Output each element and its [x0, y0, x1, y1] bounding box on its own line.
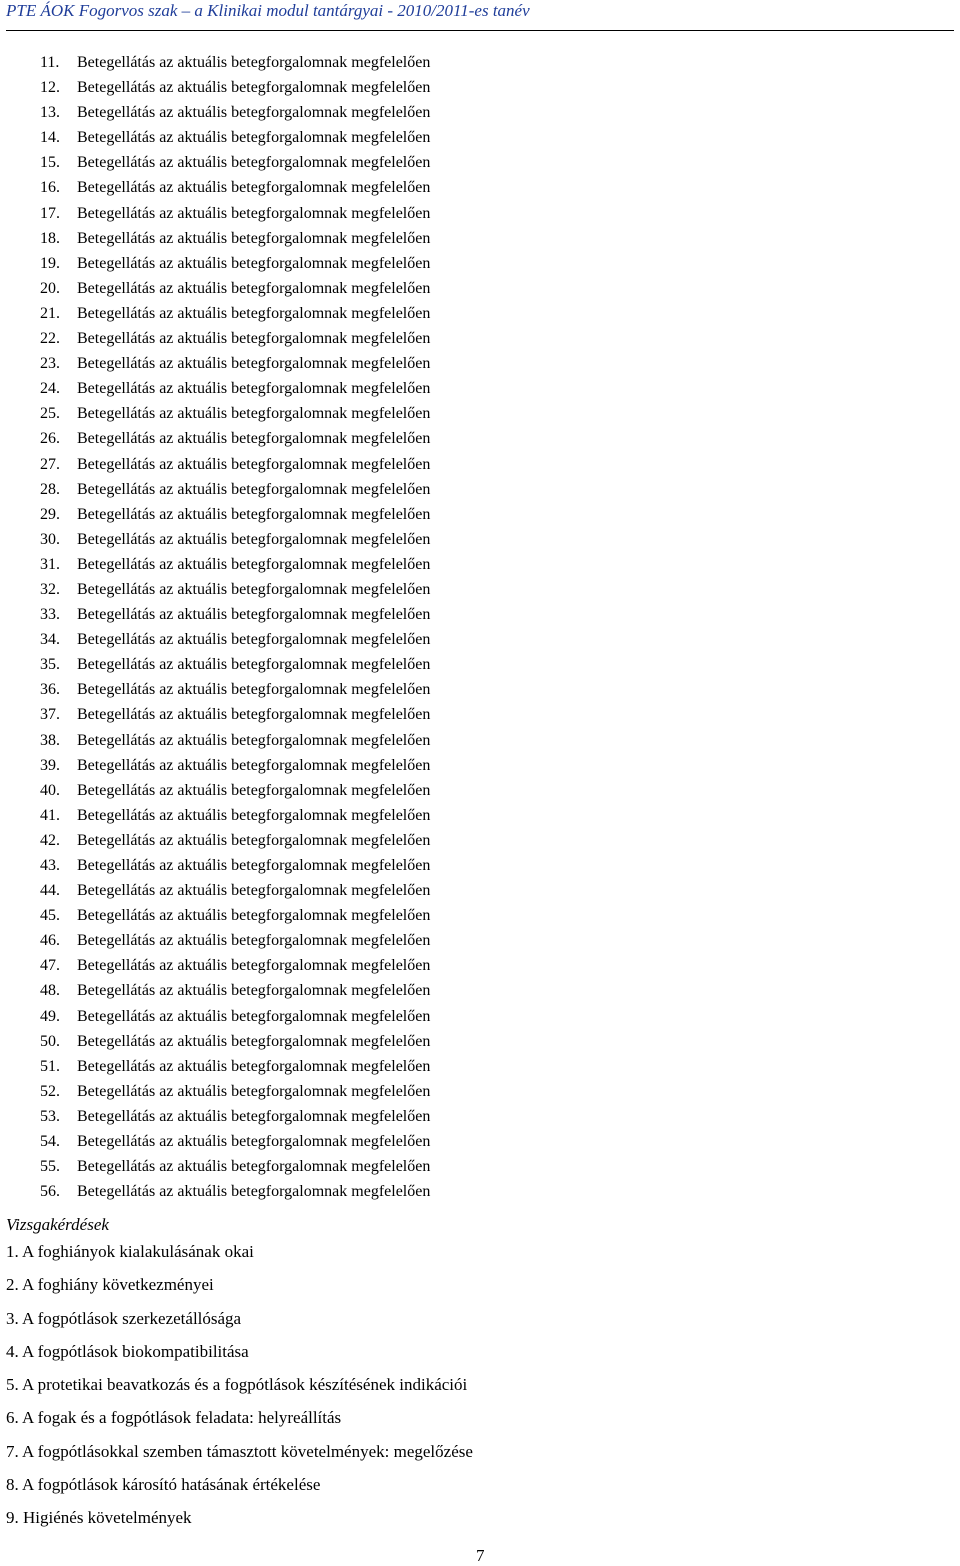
session-item: [40, 226, 430, 251]
session-number: 42.: [40, 831, 60, 849]
session-number: 22.: [40, 330, 60, 348]
session-number: 46.: [40, 932, 60, 950]
session-text: Betegellátás az aktuális betegforgalomnak megfelelően: [77, 606, 431, 624]
session-item: [40, 778, 430, 803]
session-item: [40, 652, 430, 677]
session-item: [40, 1129, 430, 1154]
session-item: [40, 1029, 430, 1054]
session-number: 19.: [40, 254, 60, 272]
session-item: [40, 301, 430, 326]
session-item: [40, 201, 430, 226]
session-item: [40, 527, 430, 552]
session-text: Betegellátás az aktuális betegforgalomnak megfelelően: [77, 530, 431, 548]
session-item: [40, 878, 430, 903]
session-item: [40, 1004, 430, 1029]
session-number: 31.: [40, 555, 60, 573]
session-item: [40, 677, 430, 702]
session-text: Betegellátás az aktuális betegforgalomnak megfelelően: [77, 179, 431, 197]
exam-question: 6. A fogak és a fogpótlások feladata: helyreállítás: [6, 1408, 342, 1428]
session-number: 18.: [40, 229, 60, 247]
session-number: 21.: [40, 304, 60, 322]
session-number: 53.: [40, 1107, 60, 1125]
session-text: Betegellátás az aktuális betegforgalomnak megfelelően: [77, 204, 431, 222]
session-number: 43.: [40, 857, 60, 874]
session-text: Betegellátás az aktuális betegforgalomnak megfelelően: [77, 1032, 431, 1050]
session-number: 27.: [40, 455, 60, 473]
session-item: [40, 753, 430, 778]
session-item: [40, 100, 430, 125]
session-text: Betegellátás az aktuális betegforgalomnak megfelelően: [77, 982, 431, 1000]
session-number: 25.: [40, 405, 60, 423]
session-item: [40, 1054, 430, 1079]
session-item: [40, 828, 430, 853]
exam-question: 8. A fogpótlások károsító hatásának értékelése: [6, 1475, 321, 1495]
session-item: [40, 853, 430, 878]
session-text: Betegellátás az aktuális betegforgalomnak megfelelően: [77, 330, 431, 348]
session-text: Betegellátás az aktuális betegforgalomnak megfelelően: [77, 681, 431, 699]
session-text: Betegellátás az aktuális betegforgalomnak megfelelően: [77, 631, 431, 649]
session-text: Betegellátás az aktuális betegforgalomnak megfelelően: [77, 104, 431, 122]
session-text: Betegellátás az aktuális betegforgalomnak megfelelően: [77, 279, 431, 297]
session-number: 32.: [40, 580, 60, 598]
exam-questions-heading: Vizsgakérdések: [6, 1215, 109, 1234]
session-text: Betegellátás az aktuális betegforgalomnak megfelelően: [77, 1057, 431, 1075]
session-item: [40, 50, 430, 75]
session-number: 35.: [40, 656, 60, 674]
session-item: [40, 803, 430, 828]
session-item: [40, 552, 430, 577]
session-text: Betegellátás az aktuális betegforgalomnak megfelelően: [77, 505, 431, 523]
session-number: 26.: [40, 430, 60, 448]
session-number: 54.: [40, 1133, 60, 1151]
session-number: 12.: [40, 79, 60, 97]
session-number: 51.: [40, 1057, 60, 1075]
session-number: 44.: [40, 882, 60, 900]
session-text: Betegellátás az aktuális betegforgalomnak megfelelően: [77, 405, 431, 423]
session-text: Betegellátás az aktuális betegforgalomnak megfelelően: [77, 79, 431, 97]
session-number: 29.: [40, 505, 60, 523]
session-number: 17.: [40, 204, 60, 222]
session-item: [40, 577, 430, 602]
session-item: [40, 1079, 430, 1104]
session-number: 34.: [40, 631, 60, 649]
exam-question: 9. Higiénés követelmények: [6, 1508, 192, 1528]
session-text: Betegellátás az aktuális betegforgalomnak megfelelően: [77, 1183, 431, 1201]
session-text: Betegellátás az aktuális betegforgalomnak megfelelően: [77, 781, 431, 799]
session-item: [40, 978, 430, 1003]
session-text: Betegellátás az aktuális betegforgalomnak megfelelően: [77, 706, 431, 724]
session-number: 50.: [40, 1032, 60, 1050]
exam-question: 5. A protetikai beavatkozás és a fogpótlások készítésének indikációi: [6, 1375, 468, 1395]
session-text: Betegellátás az aktuális betegforgalomnak megfelelően: [77, 1133, 431, 1151]
session-item: [40, 627, 430, 652]
session-number: 24.: [40, 380, 60, 398]
session-item: [40, 452, 430, 477]
session-number: 33.: [40, 606, 60, 624]
page-number: 7: [476, 1546, 485, 1565]
session-item: [40, 702, 430, 727]
session-item: [40, 1179, 430, 1204]
session-item: [40, 175, 430, 200]
exam-question: 4. A fogpótlások biokompatibilitása: [6, 1341, 249, 1361]
exam-question: 2. A foghiány következményei: [6, 1275, 214, 1295]
session-item: [40, 1104, 430, 1129]
session-item: [40, 125, 430, 150]
session-number: 39.: [40, 756, 60, 774]
session-item: [40, 150, 430, 175]
session-text: Betegellátás az aktuális betegforgalomnak megfelelően: [77, 932, 431, 950]
session-item: [40, 251, 430, 276]
session-number: 52.: [40, 1082, 60, 1100]
session-text: Betegellátás az aktuális betegforgalomnak megfelelően: [77, 355, 431, 373]
session-text: Betegellátás az aktuális betegforgalomnak megfelelően: [77, 1007, 431, 1025]
header-title: PTE ÁOK Fogorvos szak – a Klinikai modul tantárgyai - 2010/2011-es tanév: [6, 1, 530, 20]
session-number: 37.: [40, 706, 60, 724]
session-text: Betegellátás az aktuális betegforgalomnak megfelelően: [77, 806, 431, 824]
session-number: 30.: [40, 530, 60, 548]
session-item: [40, 426, 430, 451]
session-item: [40, 75, 430, 100]
session-number: 20.: [40, 279, 60, 297]
session-number: 16.: [40, 179, 60, 197]
page-header: [6, 0, 954, 31]
session-item: [40, 928, 430, 953]
exam-question: 7. A fogpótlásokkal szemben támasztott követelmények: megelőzése: [6, 1441, 473, 1461]
session-text: Betegellátás az aktuális betegforgalomnak megfelelően: [77, 1107, 431, 1125]
session-item: [40, 602, 430, 627]
session-number: 11.: [40, 54, 60, 71]
session-number: 15.: [40, 154, 60, 172]
session-number: 45.: [40, 907, 60, 925]
session-item: [40, 351, 430, 376]
session-text: Betegellátás az aktuális betegforgalomnak megfelelően: [77, 54, 431, 71]
session-item: [40, 502, 430, 527]
session-item: [40, 1154, 430, 1179]
session-text: Betegellátás az aktuális betegforgalomnak megfelelően: [77, 731, 431, 749]
session-item: [40, 276, 430, 301]
session-item: [40, 326, 430, 351]
session-text: Betegellátás az aktuális betegforgalomnak megfelelően: [77, 380, 431, 398]
session-text: Betegellátás az aktuális betegforgalomnak megfelelően: [77, 756, 431, 774]
session-text: Betegellátás az aktuális betegforgalomnak megfelelően: [77, 831, 431, 849]
session-item: [40, 953, 430, 978]
session-number: 56.: [40, 1183, 60, 1201]
session-item: [40, 376, 430, 401]
session-number: 49.: [40, 1007, 60, 1025]
exam-question: 3. A fogpótlások szerkezetállósága: [6, 1308, 242, 1328]
session-number: 48.: [40, 982, 60, 1000]
session-number: 23.: [40, 355, 60, 373]
session-text: Betegellátás az aktuális betegforgalomnak megfelelően: [77, 129, 431, 147]
session-text: Betegellátás az aktuális betegforgalomnak megfelelően: [77, 154, 431, 172]
exam-question-list: [6, 1240, 473, 1540]
session-list: [40, 50, 430, 1204]
session-item: [40, 401, 430, 426]
exam-question: 1. A foghiányok kialakulásának okai: [6, 1242, 254, 1261]
session-text: Betegellátás az aktuális betegforgalomnak megfelelően: [77, 580, 431, 598]
session-text: Betegellátás az aktuális betegforgalomnak megfelelően: [77, 229, 431, 247]
session-text: Betegellátás az aktuális betegforgalomnak megfelelően: [77, 656, 431, 674]
session-text: Betegellátás az aktuális betegforgalomnak megfelelően: [77, 857, 431, 874]
session-text: Betegellátás az aktuális betegforgalomnak megfelelően: [77, 455, 431, 473]
session-text: Betegellátás az aktuális betegforgalomnak megfelelően: [77, 480, 431, 498]
session-text: Betegellátás az aktuális betegforgalomnak megfelelően: [77, 907, 431, 925]
session-text: Betegellátás az aktuális betegforgalomnak megfelelően: [77, 555, 431, 573]
session-text: Betegellátás az aktuális betegforgalomnak megfelelően: [77, 882, 431, 900]
session-text: Betegellátás az aktuális betegforgalomnak megfelelően: [77, 957, 431, 975]
session-number: 28.: [40, 480, 60, 498]
session-text: Betegellátás az aktuális betegforgalomnak megfelelően: [77, 430, 431, 448]
session-number: 55.: [40, 1158, 60, 1176]
session-item: [40, 477, 430, 502]
session-item: [40, 903, 430, 928]
session-number: 40.: [40, 781, 60, 799]
session-number: 38.: [40, 731, 60, 749]
session-text: Betegellátás az aktuális betegforgalomnak megfelelően: [77, 1082, 431, 1100]
session-text: Betegellátás az aktuális betegforgalomnak megfelelően: [77, 254, 431, 272]
session-number: 13.: [40, 104, 60, 122]
session-text: Betegellátás az aktuális betegforgalomnak megfelelően: [77, 304, 431, 322]
session-number: 14.: [40, 129, 60, 147]
session-number: 41.: [40, 806, 60, 824]
session-number: 36.: [40, 681, 60, 699]
session-text: Betegellátás az aktuális betegforgalomnak megfelelően: [77, 1158, 431, 1176]
session-item: [40, 728, 430, 753]
session-number: 47.: [40, 957, 60, 975]
